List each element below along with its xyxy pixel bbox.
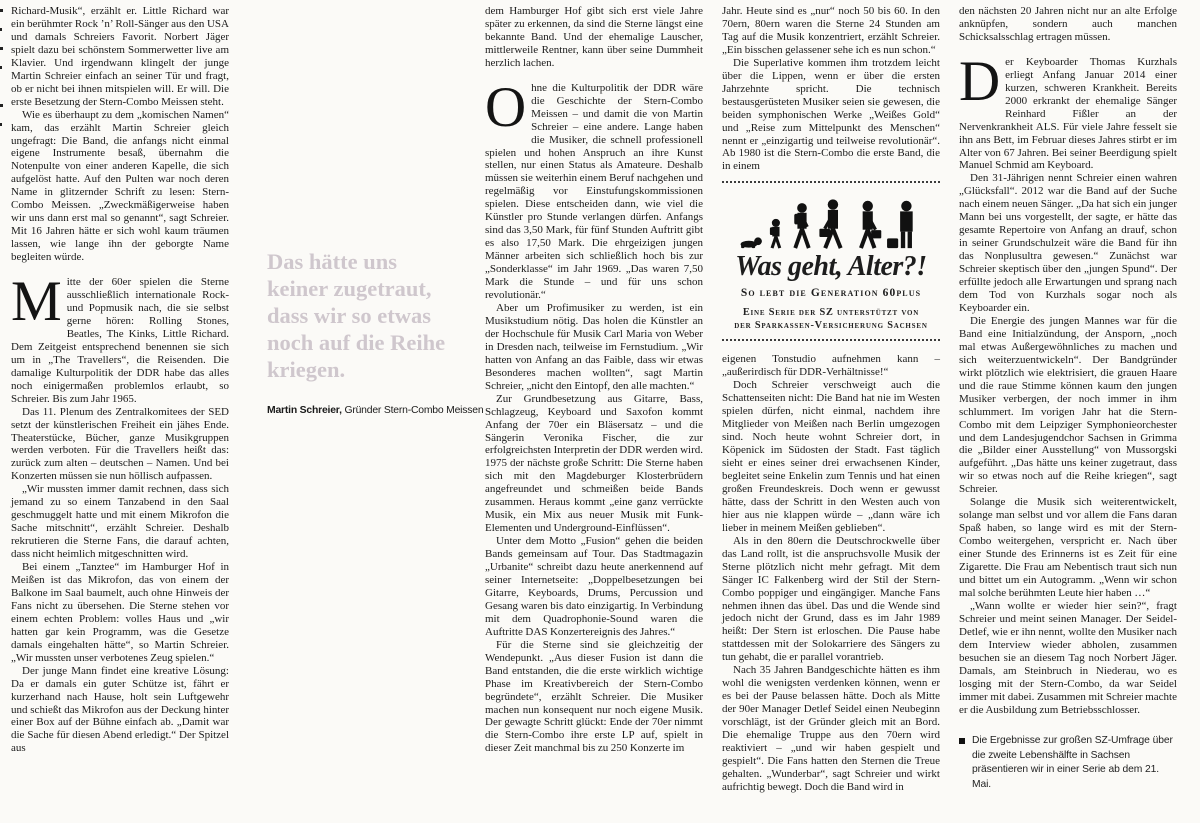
text-column-3 xyxy=(722,5,940,823)
pull-quote-column xyxy=(248,5,484,823)
paragraph-text: er Keyboarder Thomas Kurzhals erliegt Anfang Januar 2014 einer kurzen, schweren Krankheit. Bereits 2000 erkrankt der ehemalige Sänger Reinhard Fißler an der Nervenkrankheit ALS. Für viele Jahre fesselt sie ihn ans Bett, im Februar dieses Jahres stirbt er im Alter von 67 Jahren. Bei seiner Beerdigung spielt Manuel Schmid am Keyboard. xyxy=(959,55,1177,172)
drop-cap-O: O xyxy=(485,75,527,139)
paragraph: Unter dem Motto „Fusion“ gehen die beiden Bands gemeinsam auf Tour. Das Stadtmagazin „Urbanite“ schreibt dazu heute anerkennend auf seiner Internetseite: „Doppelbesetzungen bei Gitarre, Keyboards, Drums, Percussion und Gesang waren bis dato einzigartig. In Verbindung mit dem Quadrophonie-Sound waren die Auftritte DAS Konzertereignis des Jahres.“ xyxy=(485,535,703,638)
paragraph: Wie es überhaupt zu dem „komischen Namen“ kam, das erzählt Martin Schreier gleich ungefragt: Die Band, die anfangs nicht einmal eigene Instrumente besaß, übernahm die Notenpulte von einer anderen Kapelle, die sich aufgelöst hatte. Auf den Pulten war noch deren Name in glitzernder Schrift zu lesen: Stern-Combo Meissen. „Zweckmäßigerweise haben wir uns dann erst mal so genannt“, sagt Schreier. Mit 16 Jahren hätte er sich wohl kaum träumen lassen, wie lange ihn der geborgte Name begleiten würde. xyxy=(11,108,229,264)
paragraph: Nach 35 Jahren Bandgeschichte hätten es ihm wohl die wenigsten verdenken können, wenn er es bei der Pause belassen hätte. Doch als Mitte der 90er Manager Detlef Seidel einen Neubeginn vorschlägt, ist der Gründer gleich mit an Bord. Die ehemalige Truppe aus den 70ern wird reaktiviert – „und wir haben gespielt und gespielt“. Die Fans hatten den Sternen die Treue gehalten. „Wunderbar“, sagt Schreier und wirkt aufrichtig bewegt. Doch die Band wird in xyxy=(722,664,940,793)
series-title: Was geht, Alter?! xyxy=(735,251,927,283)
text-column-4 xyxy=(959,5,1177,823)
drop-cap-D: D xyxy=(959,49,1001,113)
paragraph: Solange die Musik sich weiterentwickelt, solange man selbst und vor allem die Fans daran Spaß haben, so lange wird es mit der Stern-Combo weitergehen, verspricht er. Nach über einer Stunde des Erinnerns ist es Zeit für eine Zigarette. Die Frau am Nebentisch traut sich nun und bittet um ein Autogramm. „Wenn wir schon mal solche berühmten Leute hier haben …“ xyxy=(959,496,1177,599)
paragraph-with-drop-cap xyxy=(959,49,1177,173)
paragraph: dem Hamburger Hof gibt sich erst viele Jahre später zu erkennen, da sind die Sterne längst eine bekannte Band. Und der ehemalige Lauscher, mittlerweile Rentner, kann über seine Dummheit herzlich lachen. xyxy=(485,5,703,69)
paragraph: Das 11. Plenum des Zentralkomitees der SED setzt der künstlerischen Freiheit ein jähes Ende. Theaterstücke, Bücher, ganze Musikgruppen werden verboten. Für die Travellers heißt das: zurück zum alten – deutschen – Namen. Und bei Konzerten müssen sie nun höllisch aufpassen. xyxy=(11,405,229,483)
pull-quote-attribution xyxy=(267,405,484,416)
drop-cap-M: M xyxy=(11,270,62,334)
square-bullet-icon xyxy=(959,738,965,744)
pull-quote-attribution-name: Martin Schreier, xyxy=(267,405,342,416)
paragraph: den nächsten 20 Jahren nicht nur an alte Erfolge anknüpfen, sondern auch manchen Schicksalsschlag ertragen müssen. xyxy=(959,5,1177,43)
silhouette-older-adult-bag xyxy=(861,201,881,248)
editorial-footnote-text: Die Ergebnisse zur großen SZ-Umfrage über die zweite Lebenshälfte in Sachsen präsentieren wir in einer Serie ab dem 21. Mai. xyxy=(972,735,1173,790)
paragraph: Zur Grundbesetzung aus Gitarre, Bass, Schlagzeug, Keyboard und Saxofon kommt Anfang der 70er ein Bläsersatz – und die Sängerin Veronika Fischer, die zur erfolgreichsten Interpretin der DDR werden wird. 1975 der nächste große Schritt: Die Sterne haben sich mit den Magdeburger Klosterbrüdern angefreundet und schmeißen beide Bands zusammen. Heraus kommt „eine ganz verrückte Musik, ein Mix aus neuer Musik mit Funk-Elementen und Underground-Einflüssen“. xyxy=(485,392,703,535)
paragraph: „Wann wollte er wieder hier sein?“, fragt Schreier und meint seinen Manager. Der Seidel-Detlef, wie er ihn nennt, wollte den Musiker nach dem Interview wieder abholen, zusammen besuchen sie an diesem Tag noch Norbert Jäger. Damals, am Steinbruch in Niederau, wo es losging mit der Stern-Combo, da war Seidel immer mit dabei. Zusammen mit Schreier machte er die Ausbildung zum Betriebsschlosser. xyxy=(959,599,1177,716)
paragraph: Die Superlative kommen ihm trotzdem leicht über die Lippen, wenn er über die ersten Jahrzehnte spricht. Die technisch bestausgerüsteten Musiker seien sie gewesen, die beiden symphonischen Werke „Weißes Gold“ und „Reise zum Mittelpunkt des Menschen“ nennt er „einzigartig und teilweise revolutionär“. Ab 1980 ist die Stern-Combo die erste Band, die in einem xyxy=(722,56,940,173)
editorial-footnote xyxy=(959,734,1177,792)
silhouette-child xyxy=(770,219,780,248)
paragraph-with-drop-cap xyxy=(11,270,229,406)
paragraph: Die Energie des jungen Mannes war für die Band eine Initialzündung, der Ansporn, „noch mal etwas Außergewöhnliches zu machen und sich weiterzuentwickeln“. Der Bandgründer wirkt plötzlich wie elektrisiert, die grauen Haare und die raue Stimme können kaum den jungen Musiker verbergen, der noch immer in ihm schlummert. Im vorigen Jahr hat die Stern-Combo mit dem Leipziger Symphonieorchester und dem Landesjugendchor Sachsen in Grimma die „Bilder einer Ausstellung“ von Mussorgski aufgeführt. „Das hätte uns keiner zugetraut, dass wir so etwas noch auf die Reihe kriegen“, sagt Schreier. xyxy=(959,314,1177,496)
series-promo-box xyxy=(722,181,940,341)
series-sponsor-note xyxy=(722,306,940,332)
series-sponsor-note-line1: Eine Serie der SZ unterstützt von xyxy=(742,307,920,319)
silhouette-teen xyxy=(794,204,809,249)
paragraph-text: hne die Kulturpolitik der DDR wäre die Geschichte der Stern-Combo Meissen – und damit die von Martin Schreier – eine andere. Lange haben die Musiker, die schnell professionell spielen und hohen Anspruch an ihre Kunst stellen, nur einen Status als Amateure. Deshalb müssen sie weiterhin einem Beruf nachgehen und regelmäßig vor Einstufungskommissionen spielen. Diese entscheiden dann, wie viel die Künstler pro Stunde verlangen dürfen. Anfangs sind das 3,50 Mark, für fünf Stunden Auftritt gibt es also 17,50 Mark. Die ehrgeizigen jungen Männer arbeiten sich schließlich hoch bis zur „Sonderklasse“ im Jahr 1969. „Das waren 7,50 Mark die Stunde – und für uns schon revolutionär.“ xyxy=(485,81,703,302)
series-sponsor-note-line2: der Sparkassen-Versicherung Sachsen xyxy=(734,320,928,332)
paragraph: Jahr. Heute sind es „nur“ noch 50 bis 60. In den 70ern, 80ern waren die Sterne 24 Stunden am Tag auf die Musik konzentriert, erzählt Schreier. „Ein bisschen gelassener sehe ich es nun schon.“ xyxy=(722,5,940,56)
paragraph: Bei einem „Tanztee“ im Hamburger Hof in Meißen ist das Mikrofon, das von einem der Balkone im Saal baumelt, auch ohne Hinweis der Fans nicht zu übersehen. Die Sterne stehen vor einem echten Problem: volles Haus und „wir hatten gar kein Programm, was die Gesetze damals eingehalten hätte“, so Martin Schreier. „Wir mussten unser verbotenes Zeug spielen.“ xyxy=(11,561,229,664)
pull-quote-attribution-role: Gründer Stern-Combo Meissen xyxy=(341,405,484,416)
pull-quote: Das hätte uns keiner zugetraut, dass wir so etwas noch auf die Reihe kriegen. xyxy=(267,249,446,382)
silhouette-elderly-suitcase xyxy=(887,201,912,248)
paragraph: Den 31-Jährigen nennt Schreier einen wahren „Glücksfall“. 2012 war die Band auf der Suche nach einem neuen Sänger. „Da hat sich ein junger Mann bei uns vorgestellt, der sagte, er hätte das gesamte Repertoire von Anfang an drauf, schon in seiner Grundschulzeit wäre die Band für ihn das Nonplusultra gewesen.“ Zunächst war Schreier skeptisch über den „jungen Spund“. Der erfüllte jedoch alle Erwartungen und sprang nach dem Tod von Kurzhals sogar noch als Keyboarder ein. xyxy=(959,172,1177,314)
paragraph: Richard-Musik“, erzählt er. Little Richard war ein berühmter Rock ’n’ Roll-Sänger aus den USA und damals Schreiers Favorit. Norbert Jäger spielt dazu bei schönstem Sommerwetter live am Klavier. Und irgendwann klingelt der junge Martin Schreier einfach an seiner Tür und fragt, ob er nicht bei ihnen mitspielen will. Er will. Die erste Besetzung der Stern-Combo Meissen steht. xyxy=(11,5,229,108)
paragraph-with-drop-cap xyxy=(485,75,703,302)
paragraph: Aber um Profimusiker zu werden, ist ein Musikstudium nötig. Das holen die Künstler an der Hochschule für Musik Carl Maria von Weber in Dresden nach, teilweise im Fernstudium. „Wir hatten von Anfang an das Faible, dass wir etwas Besonderes machen wollten“, sagt Martin Schreier, „nicht den Eintopf, den alle machten.“ xyxy=(485,301,703,392)
silhouette-baby xyxy=(741,238,762,249)
paragraph: Der junge Mann findet eine kreative Lösung: Da er damals ein guter Schütze ist, fährt er kurzerhand nach Hause, holt sein Luftgewehr und schießt das Mikrofon aus der Deckung hinter einer Box auf der Bühne einfach ab. „Damit war die Sache für diesen Abend erledigt.“ Der Spitzel aus xyxy=(11,664,229,755)
paragraph: Für die Sterne sind sie gleichzeitig der Wendepunkt. „Aus dieser Fusion ist dann die Band entstanden, die die erste wirklich wichtige Phase im Kreativbereich der Stern-Combo begründete“, erzählt Schreier. Die Musiker machen nun konsequent nur noch eigene Musik. Der gewagte Schritt glückt: Ende der 70er nimmt die Stern-Combo ihre erste LP auf, spielt in dieser Zeit manchmal bis zu 250 Konzerte im xyxy=(485,638,703,755)
paragraph: Als in den 80ern die Deutschrockwelle über das Land rollt, ist die anspruchsvolle Musik der Sterne plötzlich nicht mehr gefragt. Mit dem Sänger IC Falkenberg wird der Stil der Stern-Combo poppiger und eingängiger. Manche Fans nehmen ihnen das übel. Das und die Wende sind jedoch nicht der Grund, dass es im Jahr 1989 heißt: Der Stern ist erloschen. Die Pause habe stattdessen mit der Solokarriere des Sängers zu tun gehabt, die er parallel vorantrieb. xyxy=(722,534,940,664)
silhouette-adult-briefcase xyxy=(819,200,840,249)
paragraph: eigenen Tonstudio aufnehmen kann – „außerirdisch für DDR-Verhältnisse!“ xyxy=(722,353,940,379)
age-progression-silhouettes-icon xyxy=(733,192,929,250)
text-column-2 xyxy=(485,5,703,823)
scan-edge-artifacts xyxy=(0,0,4,140)
text-column-1 xyxy=(11,5,229,823)
series-subtitle: So lebt die Generation 60plus xyxy=(740,287,922,300)
paragraph: Doch Schreier verschweigt auch die Schattenseiten nicht: Die Band hat nie im Westen spielen dürfen, nicht einmal, nachdem ihre Mitglieder von Meißen nach Berlin umgezogen sind. Noch heute wohnt Schreier dort, in Köpenick im Südosten der Stadt. Fast täglich sieht er eines seiner drei erwachsenen Kinder, begleitet seine Enkelin zum Tennis und hat einen großen Freundeskreis. Doch wenn er gewusst hätte, dass der Schritt in den Westen auch von hier aus nie klappen würde – „dann wäre ich lieber in meinem Meißen geblieben“. xyxy=(722,379,940,534)
paragraph-text: itte der 60er spielen die Sterne ausschließlich internationale Rock- und Popmusik nach, die sie selbst gerne hören: Rolling Stones, Beatles, The Kinks, Little Richard. Dem Zeitgeist entsprechend benennen sie sich um in „The Travellers“, die Reisenden. Die damalige Kulturpolitik der DDR habe das alles noch einigermaßen problemlos erlaubt, so Schreier. Bis zum Jahr 1965. xyxy=(11,276,229,405)
paragraph: „Wir mussten immer damit rechnen, dass sich jemand zu so einem Tanzabend in den Saal geschmuggelt hatte und mit einem Mikrofon die Sache mitschnitt“, erzählt Schreier. Deshalb rekrutieren die Sterne Fans, die darauf achten, dass nicht heimlich mitgeschnitten wird. xyxy=(11,483,229,561)
